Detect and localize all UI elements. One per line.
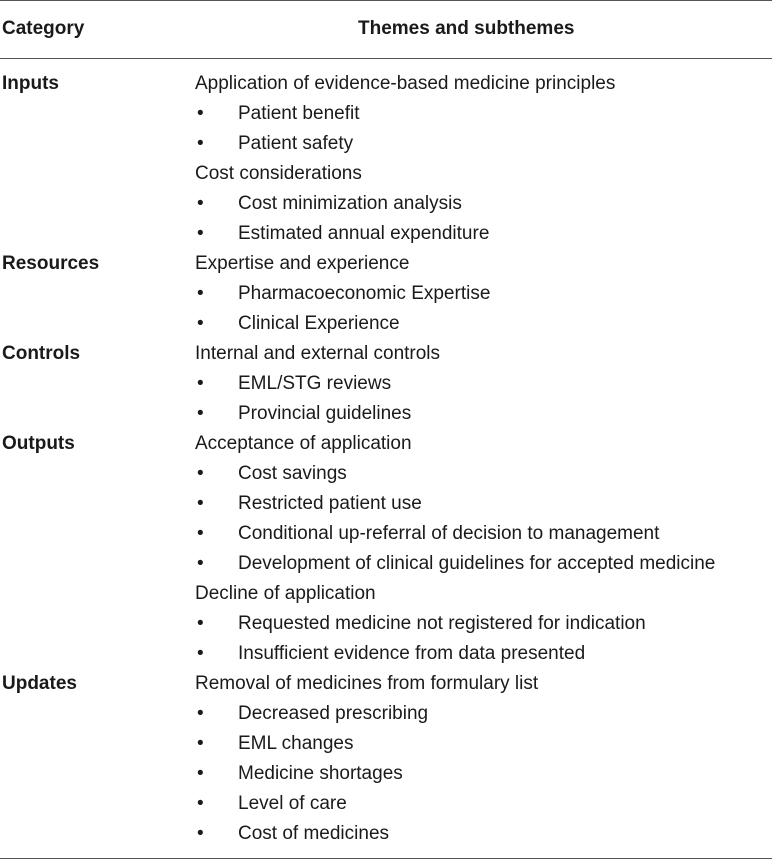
- table-row: [0, 729, 772, 759]
- category-label: Resources: [2, 253, 100, 274]
- category-label: Outputs: [2, 433, 75, 454]
- table-row: [0, 309, 772, 339]
- subtheme-text: Cost of medicines: [238, 823, 390, 844]
- subtheme-text: Provincial guidelines: [238, 403, 412, 424]
- bullet-icon: •: [197, 313, 204, 334]
- subtheme-text: EML/STG reviews: [238, 373, 392, 394]
- table-row: [0, 69, 772, 99]
- theme-text: Expertise and experience: [195, 253, 410, 274]
- subtheme-text: Development of clinical guidelines for accepted medicine: [238, 553, 716, 574]
- bullet-icon: •: [197, 133, 204, 154]
- theme-text: Cost considerations: [195, 163, 362, 184]
- bullet-icon: •: [197, 553, 204, 574]
- table-row: [0, 279, 772, 309]
- table-row: [0, 699, 772, 729]
- subtheme-text: Level of care: [238, 793, 347, 814]
- bullet-icon: •: [197, 733, 204, 754]
- bullet-icon: •: [197, 763, 204, 784]
- table-row: [0, 429, 772, 459]
- table-row: [0, 519, 772, 549]
- theme-text: Application of evidence-based medicine principles: [195, 73, 616, 94]
- table-row: [0, 609, 772, 639]
- theme-text: Acceptance of application: [195, 433, 412, 454]
- table-row: [0, 339, 772, 369]
- subtheme-text: Decreased prescribing: [238, 703, 429, 724]
- table-row: [0, 759, 772, 789]
- subtheme-text: Estimated annual expenditure: [238, 223, 490, 244]
- bullet-icon: •: [197, 613, 204, 634]
- table-header-rule: [0, 58, 772, 59]
- subtheme-text: Patient safety: [238, 133, 354, 154]
- table-row: [0, 399, 772, 429]
- table-row: [0, 549, 772, 579]
- subtheme-text: Cost minimization analysis: [238, 193, 462, 214]
- theme-text: Internal and external controls: [195, 343, 441, 364]
- bullet-icon: •: [197, 493, 204, 514]
- bullet-icon: •: [197, 193, 204, 214]
- header-category: Category: [2, 18, 85, 39]
- bullet-icon: •: [197, 793, 204, 814]
- table-row: [0, 579, 772, 609]
- table-row: [0, 129, 772, 159]
- category-label: Inputs: [2, 73, 59, 94]
- table-row: [0, 189, 772, 219]
- subtheme-text: Conditional up-referral of decision to management: [238, 523, 660, 544]
- table-row: [0, 819, 772, 849]
- subtheme-text: Pharmacoeconomic Expertise: [238, 283, 491, 304]
- table-header: [0, 0, 772, 58]
- category-label: Updates: [2, 673, 77, 694]
- table-row: [0, 459, 772, 489]
- subtheme-text: Requested medicine not registered for indication: [238, 613, 646, 634]
- subtheme-text: Patient benefit: [238, 103, 360, 124]
- bullet-icon: •: [197, 703, 204, 724]
- theme-text: Removal of medicines from formulary list: [195, 673, 539, 694]
- table-row: [0, 639, 772, 669]
- subtheme-text: EML changes: [238, 733, 354, 754]
- subtheme-text: Cost savings: [238, 463, 347, 484]
- header-themes: Themes and subthemes: [358, 18, 575, 39]
- table-row: [0, 249, 772, 279]
- bullet-icon: •: [197, 103, 204, 124]
- subtheme-text: Medicine shortages: [238, 763, 403, 784]
- category-label: Controls: [2, 343, 81, 364]
- bullet-icon: •: [197, 523, 204, 544]
- table-row: [0, 489, 772, 519]
- table-row: [0, 369, 772, 399]
- table-row: [0, 99, 772, 129]
- bullet-icon: •: [197, 463, 204, 484]
- bullet-icon: •: [197, 373, 204, 394]
- table-row: [0, 159, 772, 189]
- bullet-icon: •: [197, 823, 204, 844]
- table-body: [0, 69, 772, 849]
- theme-text: Decline of application: [195, 583, 376, 604]
- table-row: [0, 219, 772, 249]
- subtheme-text: Insufficient evidence from data presented: [238, 643, 586, 664]
- bullet-icon: •: [197, 403, 204, 424]
- table-row: [0, 789, 772, 819]
- subtheme-text: Restricted patient use: [238, 493, 422, 514]
- bullet-icon: •: [197, 283, 204, 304]
- bullet-icon: •: [197, 643, 204, 664]
- table-bottom-rule: [0, 858, 772, 859]
- table-row: [0, 669, 772, 699]
- subtheme-text: Clinical Experience: [238, 313, 400, 334]
- bullet-icon: •: [197, 223, 204, 244]
